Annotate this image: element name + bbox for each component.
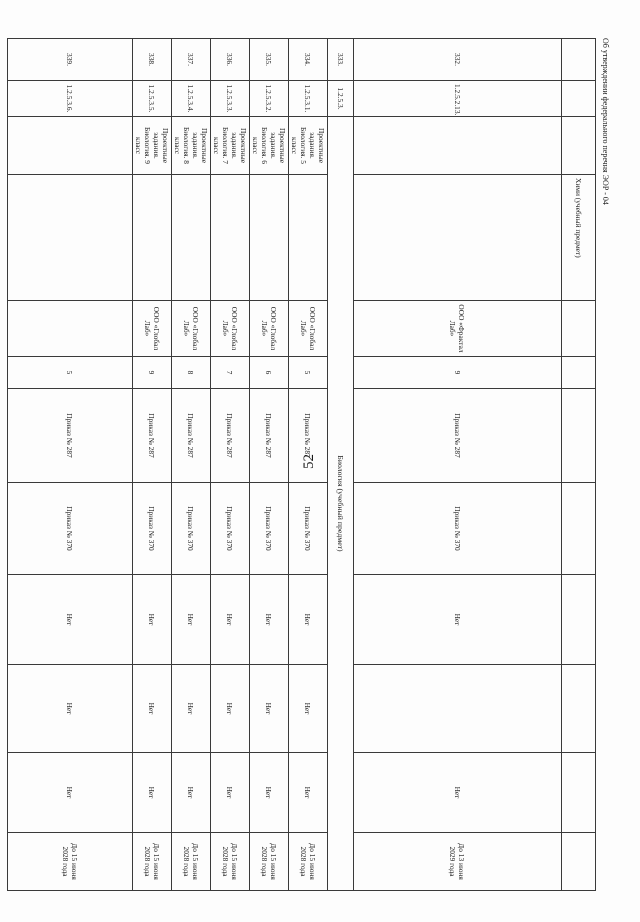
order-reference-b: Приказ № 370 [289, 483, 328, 575]
flag-2: Нет [172, 665, 211, 753]
item-code: 1.2.5.3.6. [8, 81, 133, 117]
flag-3: Нет [172, 753, 211, 833]
item-code [562, 81, 596, 117]
footnote: Об утверждении федерального перечня ЭОР - 04 [601, 38, 610, 205]
flag-2: Нет [250, 665, 289, 753]
row-number [562, 39, 596, 81]
order-reference-b [562, 483, 596, 575]
flag-3: Нет [8, 753, 133, 833]
deadline: До 13 июня 2029 года [354, 833, 562, 891]
deadline: До 15 июня 2028 года [211, 833, 250, 891]
flag-3: Нет [250, 753, 289, 833]
flag-3: Нет [354, 753, 562, 833]
row-number: 333. [328, 39, 354, 81]
flag-3: Нет [211, 753, 250, 833]
grade: 5 [289, 357, 328, 389]
order-reference-a: Приказ № 287 [133, 389, 172, 483]
row-number: 336. [211, 39, 250, 81]
organization [562, 301, 596, 357]
order-reference-b: Приказ № 370 [354, 483, 562, 575]
item-code: 1.2.5.3.3. [211, 81, 250, 117]
resource-description [354, 175, 562, 301]
flag-3 [562, 753, 596, 833]
item-code: 1.2.5.3. [328, 81, 354, 117]
resource-name: Проектные задания. Биология. 6 класс [250, 117, 289, 175]
resource-description [8, 175, 133, 301]
flag-1: Нет [133, 575, 172, 665]
order-reference-b: Приказ № 370 [250, 483, 289, 575]
table-row [8, 39, 133, 891]
row-number: 334. [289, 39, 328, 81]
row-number: 335. [250, 39, 289, 81]
table-stage [48, 38, 596, 890]
grade: 7 [211, 357, 250, 389]
flag-2: Нет [133, 665, 172, 753]
item-code: 1.2.5.3.1. [289, 81, 328, 117]
flag-1: Нет [289, 575, 328, 665]
flag-2 [562, 665, 596, 753]
flag-1: Нет [250, 575, 289, 665]
flag-1: Нет [211, 575, 250, 665]
organization: ООО «Глобал Лаб» [250, 301, 289, 357]
row-number: 332. [354, 39, 562, 81]
order-reference-a: Приказ № 287 [172, 389, 211, 483]
organization: ООО «Глобал Лаб» [211, 301, 250, 357]
order-reference-a: Приказ № 287 [289, 389, 328, 483]
row-number: 338. [133, 39, 172, 81]
organization: ООО «Фрактал Лаб» [354, 301, 562, 357]
flag-2: Нет [8, 665, 133, 753]
flag-2: Нет [289, 665, 328, 753]
resource-description: Хими (учебный предмет) [562, 175, 596, 301]
order-reference-a: Приказ № 287 [354, 389, 562, 483]
order-reference-b: Приказ № 370 [211, 483, 250, 575]
flag-2: Нет [211, 665, 250, 753]
table-row [211, 39, 250, 891]
order-reference-b: Приказ № 370 [172, 483, 211, 575]
resource-name [354, 117, 562, 175]
resource-name: Проектные задания. Биология. 5 класс [289, 117, 328, 175]
resource-description [172, 175, 211, 301]
deadline: До 15 июня 2028 года [172, 833, 211, 891]
section-row [328, 39, 354, 891]
order-reference-a [562, 389, 596, 483]
deadline: До 15 июня 2028 года [8, 833, 133, 891]
row-number: 339. [8, 39, 133, 81]
table-row [354, 39, 562, 891]
item-code: 1.2.5.3.5. [133, 81, 172, 117]
resource-description [133, 175, 172, 301]
flag-1: Нет [172, 575, 211, 665]
table-row [250, 39, 289, 891]
flag-1: Нет [354, 575, 562, 665]
item-code: 1.2.5.2.13. [354, 81, 562, 117]
resource-name [562, 117, 596, 175]
resource-name: Проектные задания. Биология. 9 класс [133, 117, 172, 175]
order-reference-a: Приказ № 287 [250, 389, 289, 483]
order-reference-a: Приказ № 287 [211, 389, 250, 483]
item-code: 1.2.5.3.2. [250, 81, 289, 117]
resource-name: Проектные задания. Биология. 7 класс [211, 117, 250, 175]
resource-name: Проектные задания. Биология. 8 класс [172, 117, 211, 175]
flag-2 [354, 665, 562, 753]
eor-table [7, 38, 596, 891]
organization: ООО «Глобал Лаб» [289, 301, 328, 357]
order-reference-b: Приказ № 370 [133, 483, 172, 575]
deadline [562, 833, 596, 891]
table-row [133, 39, 172, 891]
table-row [172, 39, 211, 891]
deadline: До 15 июня 2028 года [250, 833, 289, 891]
table-row [289, 39, 328, 891]
table-row [562, 39, 596, 891]
resource-description [211, 175, 250, 301]
order-reference-b: Приказ № 370 [8, 483, 133, 575]
row-number: 337. [172, 39, 211, 81]
organization [8, 301, 133, 357]
order-reference-a: Приказ № 287 [8, 389, 133, 483]
flag-1: Нет [8, 575, 133, 665]
grade [562, 357, 596, 389]
section-title: Биология (учебный предмет) [328, 117, 354, 891]
grade: 6 [250, 357, 289, 389]
page-number: 52 [301, 454, 317, 469]
resource-description [289, 175, 328, 301]
flag-1 [562, 575, 596, 665]
grade: 8 [172, 357, 211, 389]
item-code: 1.2.5.3.4. [172, 81, 211, 117]
resource-description [250, 175, 289, 301]
deadline: До 15 июня 2028 года [289, 833, 328, 891]
deadline: До 15 июня 2028 года [133, 833, 172, 891]
organization: ООО «Глобал Лаб» [133, 301, 172, 357]
flag-3: Нет [133, 753, 172, 833]
grade: 9 [354, 357, 562, 389]
flag-3: Нет [289, 753, 328, 833]
grade: 9 [133, 357, 172, 389]
resource-name [8, 117, 133, 175]
organization: ООО «Глобал Лаб» [172, 301, 211, 357]
grade: 5 [8, 357, 133, 389]
